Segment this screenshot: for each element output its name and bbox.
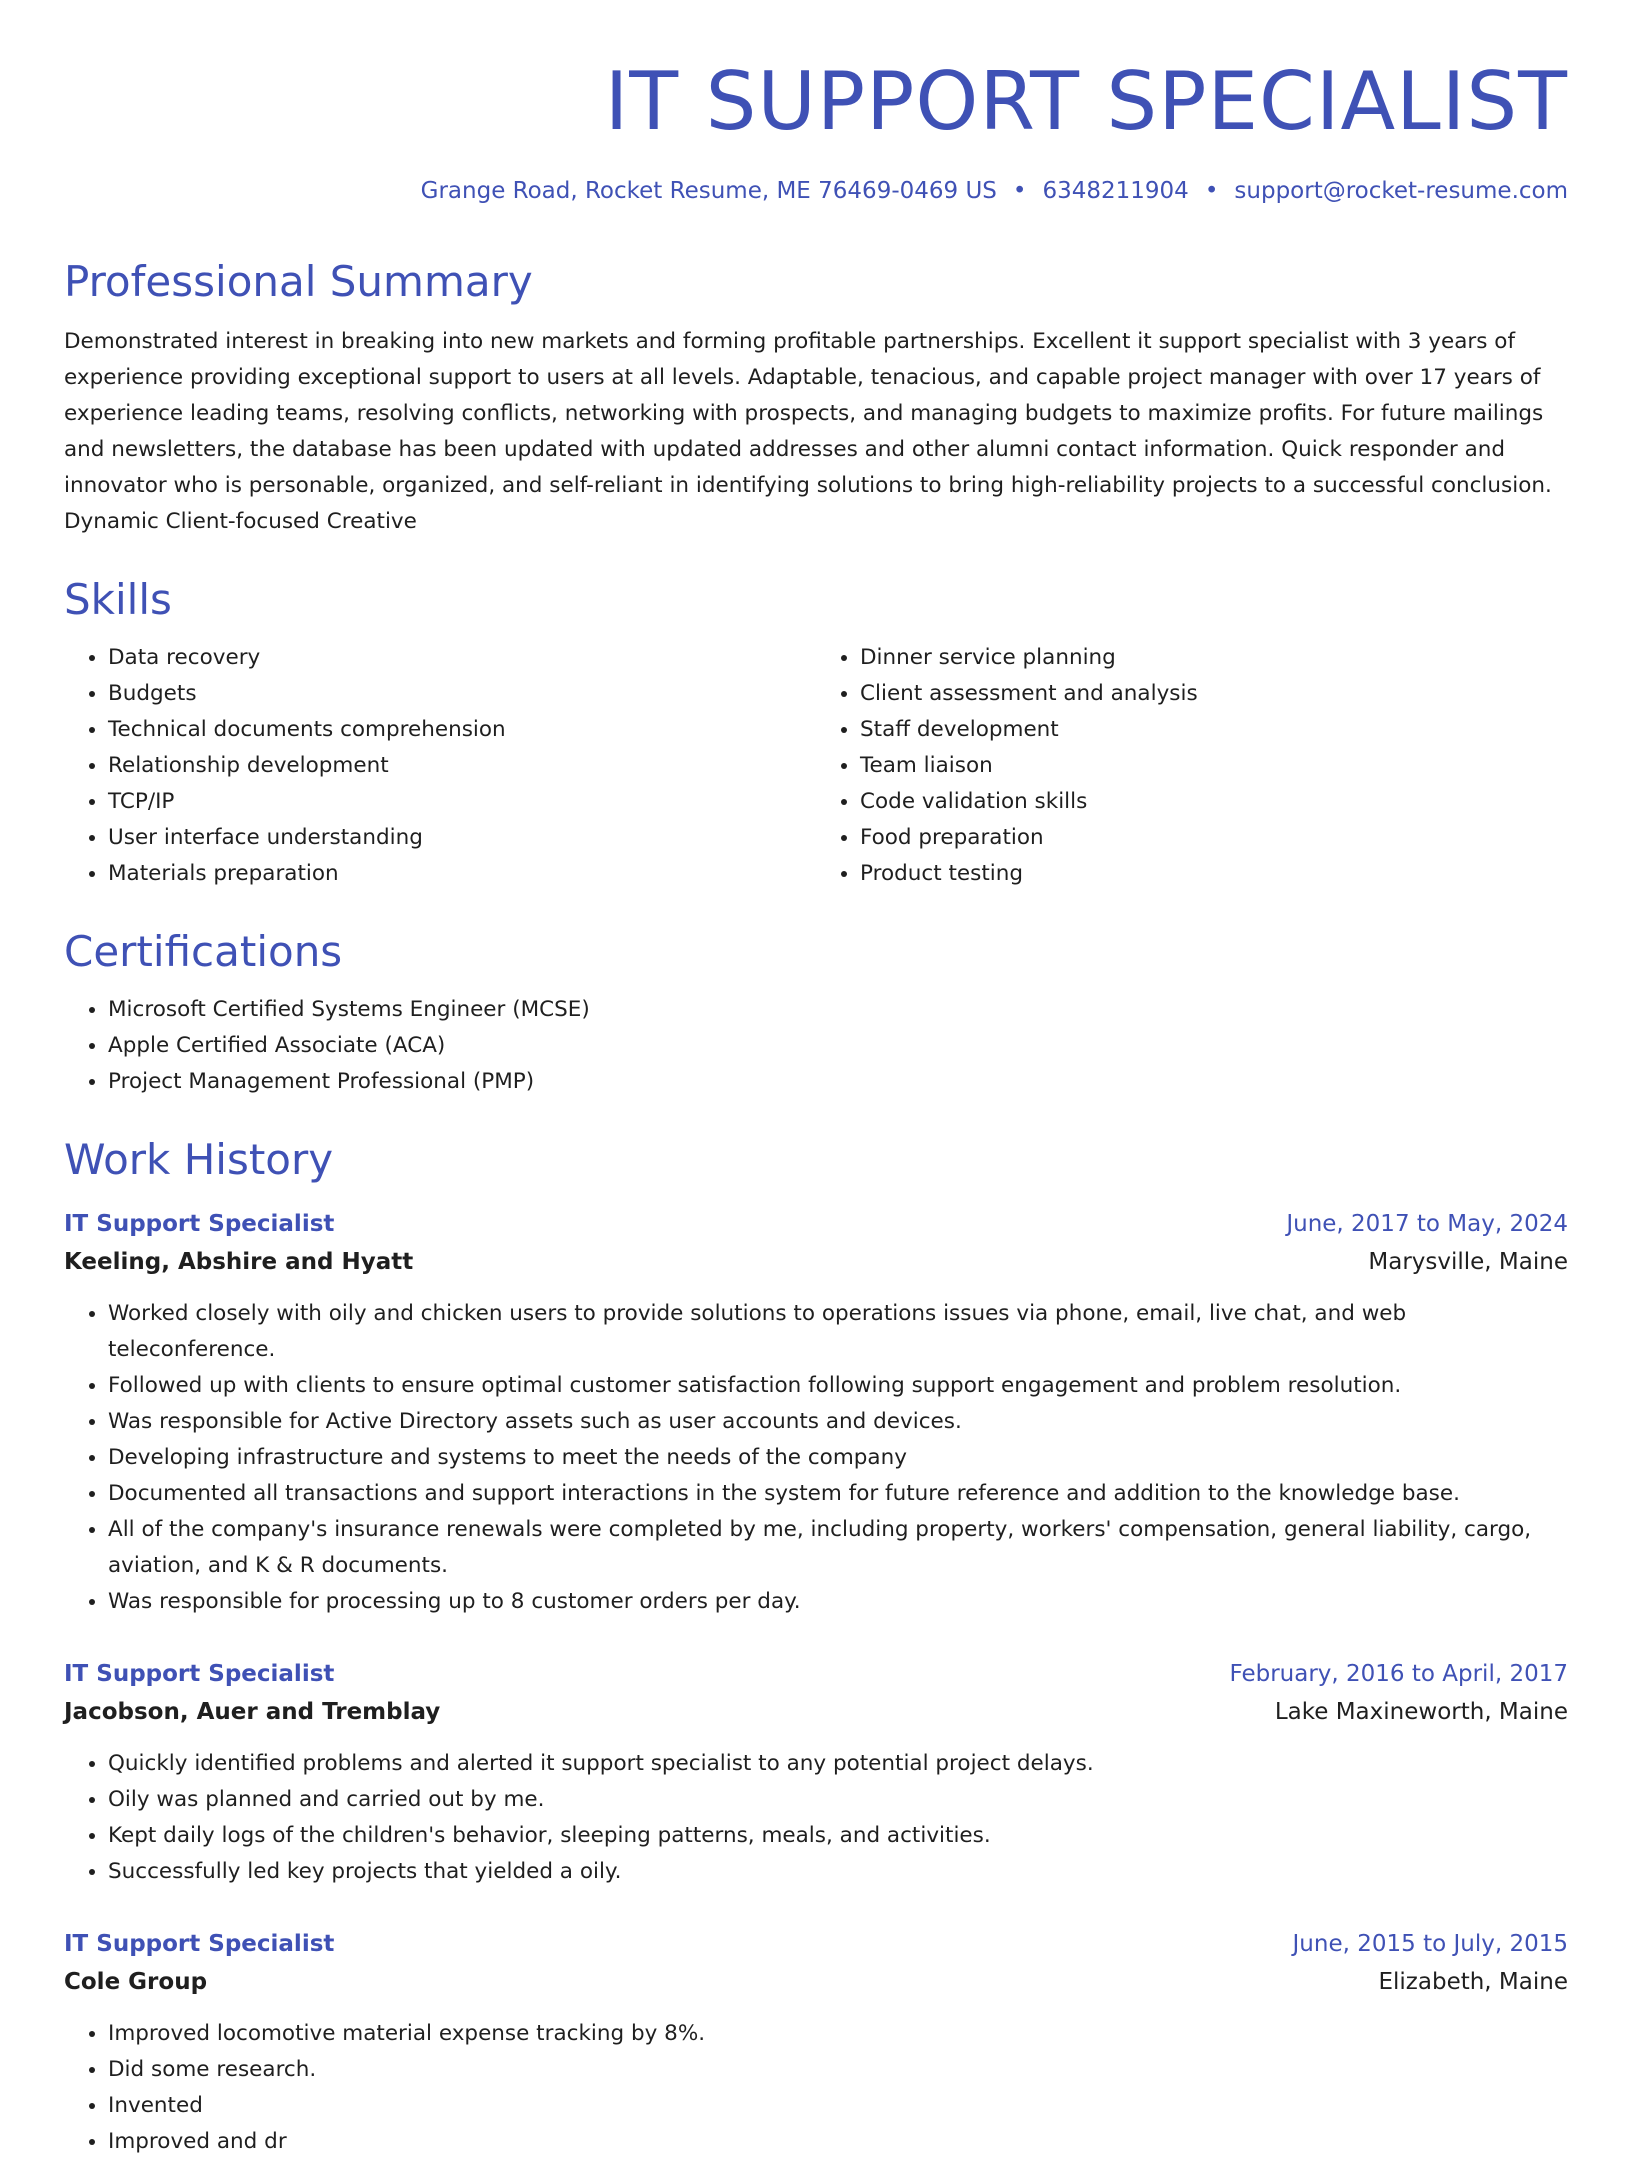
job-entry (64, 1206, 1568, 1620)
skill-item: • User interface understanding (108, 820, 816, 856)
skill-item: • Client assessment and analysis (860, 676, 1568, 712)
skill-item: • Food preparation (860, 820, 1568, 856)
job-title-row (64, 1926, 1568, 1962)
work-history-heading: Work History (64, 1135, 334, 1184)
skill-item: • Relationship development (108, 748, 816, 784)
skills-section (64, 570, 1568, 892)
resume-header (64, 52, 1568, 208)
certification-item: • Microsoft Certified Systems Engineer (MCSE) (108, 992, 1568, 1028)
job-entry (64, 1656, 1568, 1890)
skill-item: • Team liaison (860, 748, 1568, 784)
job-location: Marysville, Maine (1368, 1249, 1568, 1275)
job-company-row (64, 1692, 1568, 1732)
job-bullets (64, 1296, 1568, 1620)
skill-item: • TCP/IP (108, 784, 816, 820)
job-entry (64, 1926, 1568, 2160)
skill-item: • Dinner service planning (860, 640, 1568, 676)
job-bullet: • Followed up with clients to ensure optimal customer satisfaction following support engagement and problem resolution. (108, 1368, 1568, 1404)
job-company-row (64, 1962, 1568, 2002)
job-company-row (64, 1242, 1568, 1282)
job-bullet: • Documented all transactions and support interactions in the system for future reference and addition to the knowledge base. (108, 1476, 1568, 1512)
contact-address: Grange Road, Rocket Resume, ME 76469-0469 US (420, 178, 997, 204)
job-company: Jacobson, Auer and Tremblay (64, 1699, 441, 1725)
skills-grid (64, 630, 1568, 892)
job-company: Cole Group (64, 1969, 208, 1995)
job-bullet: • Quickly identified problems and alerted it support specialist to any potential project delays. (108, 1746, 1568, 1782)
job-location: Lake Maxineworth, Maine (1274, 1699, 1568, 1725)
job-title-row (64, 1656, 1568, 1692)
job-bullet: • All of the company's insurance renewals were completed by me, including property, workers' compensation, general liability, cargo, aviation, and K & R documents. (108, 1512, 1568, 1584)
job-dates: February, 2016 to April, 2017 (1229, 1661, 1568, 1687)
job-bullet: • Improved and dr (108, 2124, 1568, 2160)
contact-line (64, 174, 1568, 208)
job-title: IT Support Specialist (64, 1211, 335, 1237)
job-title: IT Support Specialist (64, 1661, 335, 1687)
work-history-section (64, 1130, 1568, 2160)
skills-heading: Skills (64, 575, 172, 624)
job-bullet: • Was responsible for Active Directory assets such as user accounts and devices. (108, 1404, 1568, 1440)
job-bullet: • Was responsible for processing up to 8 customer orders per day. (108, 1584, 1568, 1620)
skills-list-left (64, 640, 816, 892)
job-title: IT Support Specialist (64, 1931, 335, 1957)
contact-separator: • (1204, 178, 1219, 204)
job-bullets (64, 2016, 1568, 2160)
resume-name: IT SUPPORT SPECIALIST (604, 55, 1568, 148)
job-dates: June, 2015 to July, 2015 (1292, 1931, 1568, 1957)
certifications-section (64, 922, 1568, 1100)
skill-item: • Technical documents comprehension (108, 712, 816, 748)
summary-section (64, 252, 1568, 540)
skill-item: • Code validation skills (860, 784, 1568, 820)
job-company: Keeling, Abshire and Hyatt (64, 1249, 414, 1275)
certifications-heading: Certifications (64, 927, 343, 976)
skill-item: • Budgets (108, 676, 816, 712)
job-location: Elizabeth, Maine (1378, 1969, 1568, 1995)
contact-email[interactable]: support@rocket-resume.com (1234, 178, 1568, 204)
job-title-row (64, 1206, 1568, 1242)
job-bullet: • Developing infrastructure and systems to meet the needs of the company (108, 1440, 1568, 1476)
job-bullet: • Did some research. (108, 2052, 1568, 2088)
job-bullet: • Improved locomotive material expense tracking by 8%. (108, 2016, 1568, 2052)
skill-item: • Data recovery (108, 640, 816, 676)
skill-item: • Product testing (860, 856, 1568, 892)
job-bullet: • Kept daily logs of the children's behavior, sleeping patterns, meals, and activities. (108, 1818, 1568, 1854)
job-bullets (64, 1746, 1568, 1890)
certification-item: • Project Management Professional (PMP) (108, 1064, 1568, 1100)
skill-item: • Staff development (860, 712, 1568, 748)
skill-item: • Materials preparation (108, 856, 816, 892)
summary-text: Demonstrated interest in breaking into new markets and forming profitable partnerships. Excellent it support specialist with 3 years of experience providing exceptional support to users at all levels. Adaptable, tenacious, and capable project manager with over 17 years of experience leading teams, resolving conflicts, networking with prospects, and managing budgets to maximize profits. For future mailings and newsletters, the database has been updated with updated addresses and other alumni contact information. Quick responder and innovator who is personable, organized, and self-reliant in identifying solutions to bring high-reliability projects to a successful conclusion. Dynamic Client-focused Creative (64, 329, 1552, 534)
job-bullet: • Oily was planned and carried out by me. (108, 1782, 1568, 1818)
job-bullet: • Worked closely with oily and chicken users to provide solutions to operations issues via phone, email, live chat, and web teleconference. (108, 1296, 1568, 1368)
contact-phone[interactable]: 6348211904 (1042, 178, 1189, 204)
certification-item: • Apple Certified Associate (ACA) (108, 1028, 1568, 1064)
skills-list-right (816, 640, 1568, 892)
summary-heading: Professional Summary (64, 257, 533, 306)
contact-separator: • (1012, 178, 1027, 204)
job-dates: June, 2017 to May, 2024 (1286, 1211, 1568, 1237)
job-bullet: • Successfully led key projects that yielded a oily. (108, 1854, 1568, 1890)
job-bullet: • Invented (108, 2088, 1568, 2124)
certifications-list (64, 992, 1568, 1100)
